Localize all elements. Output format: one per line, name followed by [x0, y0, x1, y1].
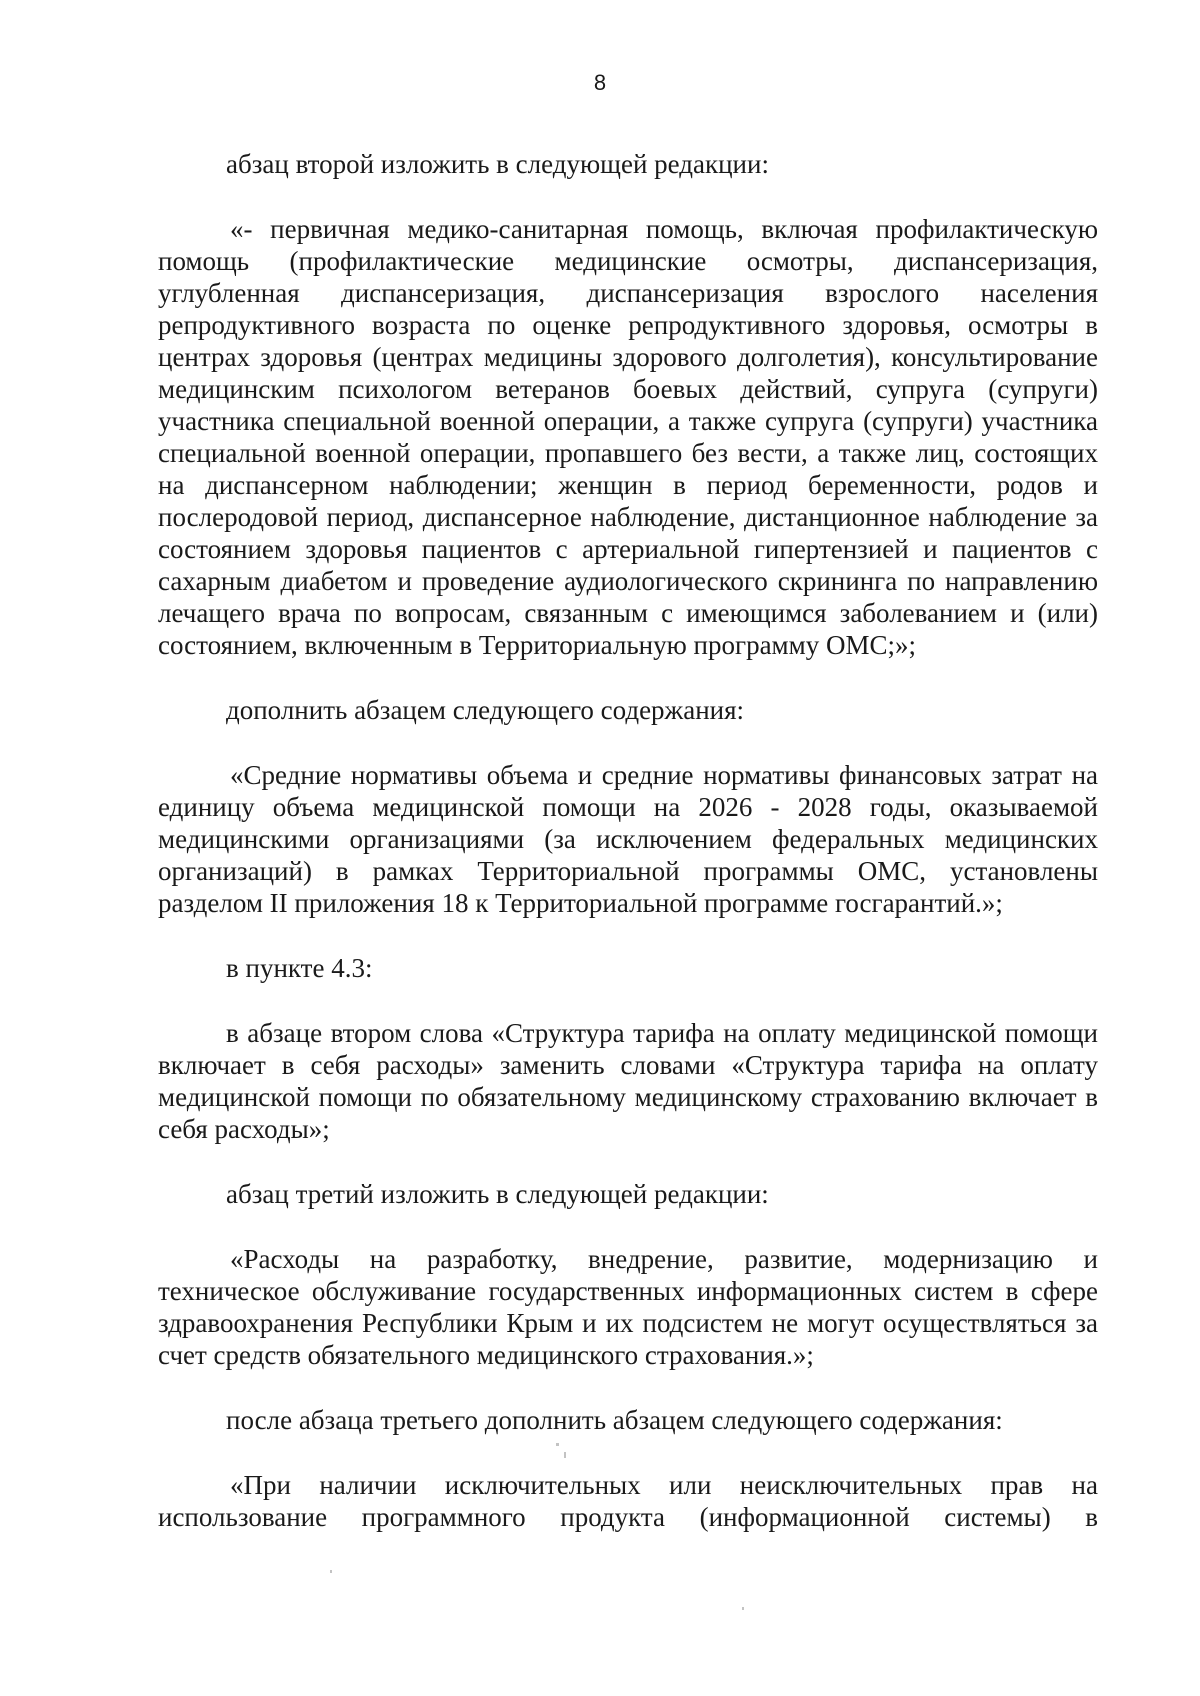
paragraph-quote-primary-care: «- первичная медико-санитарная помощь, включая профилактическую помощь (профилактические медицинские осмотры, диспансеризация, углубленная диспансеризация, диспансеризация взрослого населения репродуктивного возраста по оценке репродуктивного здоровья, осмотры в центрах здоровья (центрах медицины здорового долголетия), консультирование медицинским психологом ветеранов боевых действий, супруга (супруги) участника специальной военной операции, а также супруга (супруги) участника специальной военной операции, пропавшего без вести, а также лиц, состоящих на диспансерном наблюдении; женщин в период беременности, родов и послеродовой период, диспансерное наблюдение, дистанционное наблюдение за состоянием здоровья пациентов с артериальной гипертензией и пациентов с сахарным диабетом и проведение аудиологического скрининга по направлению лечащего врача по вопросам, связанным с имеющимся заболеванием и (или) состоянием, включенным в Территориальную программу ОМС;»;: [158, 214, 1098, 660]
paragraph-quote-norms: «Средние нормативы объема и средние нормативы финансовых затрат на единицу объема медицинской помощи на 2026 - 2028 годы, оказываемой медицинскими организациями (за исключением федеральных медицинских организаций) в рамках Территориальной программы ОМС, установлены разделом II приложения 18 к Территориальной программе госгарантий.»;: [158, 760, 1098, 918]
scan-speck: [742, 1607, 744, 1610]
scan-speck: [330, 1570, 332, 1573]
paragraph-quote-expenses: «Расходы на разработку, внедрение, развитие, модернизацию и техническое обслуживание государственных информационных систем в сфере здравоохранения Республики Крым и их подсистем не могут осуществляться за счет средств обязательного медицинского страхования.»;: [158, 1244, 1098, 1370]
document-body: [158, 148, 1098, 1566]
paragraph-quote-rights: «При наличии исключительных или неисключительных прав на использование программного продукта (информационной системы) в: [158, 1470, 1098, 1532]
paragraph-instruction-5: после абзаца третьего дополнить абзацем следующего содержания:: [226, 1405, 1003, 1435]
paragraph-instruction-2: дополнить абзацем следующего содержания:: [226, 695, 745, 725]
scan-speck: [564, 1452, 566, 1458]
scan-speck: [556, 1443, 559, 1446]
paragraph-instruction-1: абзац второй изложить в следующей редакции:: [226, 149, 769, 179]
paragraph-instruction-4: абзац третий изложить в следующей редакции:: [226, 1179, 769, 1209]
paragraph-replace-words: в абзаце втором слова «Структура тарифа на оплату медицинской помощи включает в себя расходы» заменить словами «Структура тарифа на оплату медицинской помощи по обязательному медицинскому страхованию включает в себя расходы»;: [158, 1018, 1098, 1144]
page-number: 8: [593, 70, 607, 95]
paragraph-instruction-3: в пункте 4.3:: [226, 953, 373, 983]
